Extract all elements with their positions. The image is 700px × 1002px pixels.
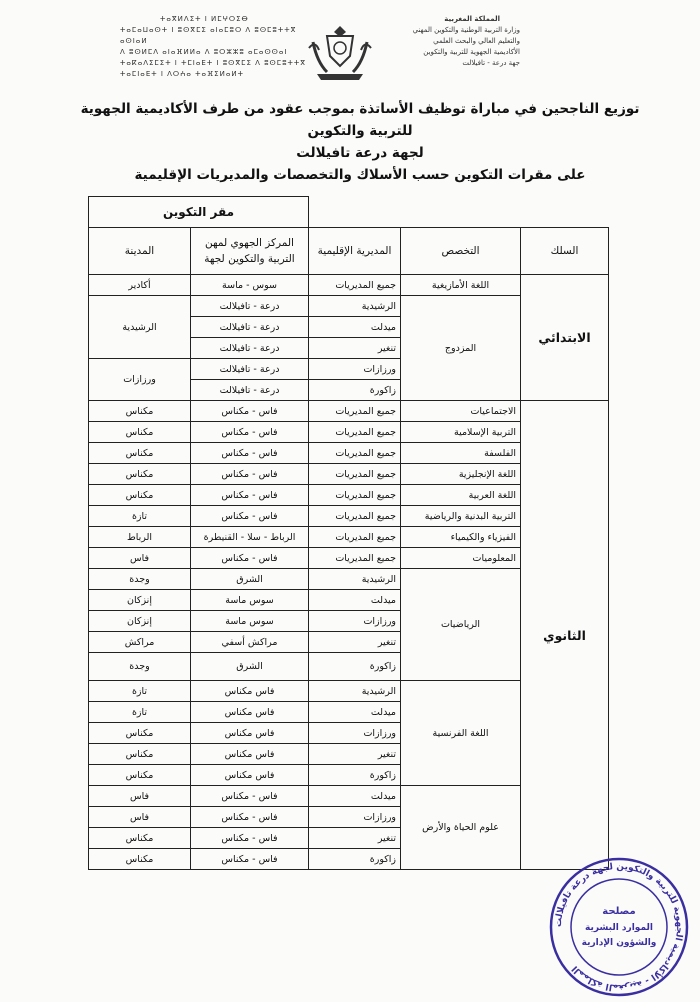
letterhead-arabic-line: جهة درعة - تافيلالت — [462, 59, 520, 67]
document-title — [80, 98, 640, 186]
stamp-outer-text: المملكة المغربية - الأكاديمية الجهوية للتربية والتكوين لجهة درعة تافيلالت — [553, 861, 685, 993]
letterhead-tifinagh-line: ⴷ ⵓⵙⵍⵎⴷ ⴰⵏⴰⴼⵍⵍⴰ ⴷ ⵓⵔⵣⵣⵓ ⴰⵎⴰⵙⵙⴰⵏ — [120, 48, 288, 56]
letterhead-arabic-line: والتعليم العالي والبحث العلمي — [433, 37, 520, 45]
stamp-line-1: مصلحة — [602, 906, 636, 917]
region-cell: فاس مكناس — [191, 765, 309, 786]
region-cell: فاس مكناس — [191, 723, 309, 744]
region-cell: سوس ماسة — [191, 611, 309, 632]
city-cell: تازة — [89, 506, 191, 527]
city-cell: الرباط — [89, 527, 191, 548]
city-cell: مكناس — [89, 401, 191, 422]
directorate-cell: ميدلت — [309, 590, 401, 611]
city-cell: فاس — [89, 807, 191, 828]
region-cell: فاس - مكناس — [191, 464, 309, 485]
region-cell: درعة - تافيلالت — [191, 359, 309, 380]
city-cell: مكناس — [89, 765, 191, 786]
city-cell: فاس — [89, 548, 191, 569]
city-cell: مكناس — [89, 723, 191, 744]
corps-header: السلك — [521, 228, 609, 275]
region-cell: مراكش أسفي — [191, 632, 309, 653]
region-cell: درعة - تافيلالت — [191, 338, 309, 359]
letterhead — [0, 0, 700, 92]
region-cell: فاس - مكناس — [191, 506, 309, 527]
region-cell: فاس - مكناس — [191, 443, 309, 464]
letterhead-arabic-line: الأكاديمية الجهوية للتربية والتكوين — [423, 48, 520, 56]
title-line-2: لجهة درعة تافيلالت — [296, 145, 424, 161]
directorate-cell: زاكورة — [309, 765, 401, 786]
directorate-cell: الرشيدية — [309, 569, 401, 590]
directorate-cell: زاكورة — [309, 380, 401, 401]
directorate-cell: تنغير — [309, 828, 401, 849]
specialty-cell: اللغة الفرنسية — [401, 681, 521, 786]
city-cell: مكناس — [89, 422, 191, 443]
specialty-cell: اللغة الأمازيغية — [401, 275, 521, 296]
city-cell: وجدة — [89, 653, 191, 681]
specialty-cell: الرياضيات — [401, 569, 521, 681]
directorate-cell: جميع المديريات — [309, 401, 401, 422]
region-cell: سوس ماسة — [191, 590, 309, 611]
directorate-cell: ميدلت — [309, 702, 401, 723]
title-line-3: على مقرات التكوين حسب الأسلاك والتخصصات والمديريات الإقليمية — [134, 167, 586, 183]
specialty-cell: التربية الإسلامية — [401, 422, 521, 443]
city-cell: مكناس — [89, 443, 191, 464]
directorate-cell: جميع المديريات — [309, 443, 401, 464]
letterhead-tifinagh-line: ⵜⴰⵎⵏⴰⴹⵜ ⵏ ⴷⵔⵄⴰ ⵜⴰⴼⵉⵍⴰⵍⵜ — [120, 70, 244, 78]
directorate-cell: تنغير — [309, 338, 401, 359]
region-cell: فاس - مكناس — [191, 401, 309, 422]
region-cell: فاس - مكناس — [191, 422, 309, 443]
city-cell: فاس — [89, 786, 191, 807]
letterhead-tifinagh-line: ⵜⴰⴳⵍⴷⵉⵜ ⵏ ⵍⵎⵖⵔⵉⴱ — [160, 15, 249, 23]
table-row — [89, 275, 609, 296]
letterhead-arabic — [350, 14, 520, 69]
specialty-cell: اللغة العربية — [401, 485, 521, 506]
letterhead-arabic-line: وزارة التربية الوطنية والتكوين المهني — [412, 26, 520, 34]
specialty-cell: علوم الحياة والأرض — [401, 786, 521, 870]
region-cell: فاس مكناس — [191, 681, 309, 702]
directorate-cell: زاكورة — [309, 653, 401, 681]
official-stamp-icon — [548, 856, 690, 998]
directorate-cell: جميع المديريات — [309, 275, 401, 296]
city-cell: مكناس — [89, 485, 191, 506]
letterhead-tifinagh-line: ⵜⴰⴽⴰⴷⵉⵎⵉⵜ ⵏ ⵜⵎⵏⴰⴹⵜ ⵏ ⵓⵙⴳⵎⵉ ⴷ ⵓⵙⵎⵓⵜⵜⴳ — [120, 59, 307, 67]
directorate-header: المديرية الإقليمية — [309, 228, 401, 275]
city-header: المدينة — [89, 228, 191, 275]
directorate-cell: جميع المديريات — [309, 422, 401, 443]
specialty-cell: اللغة الإنجليزية — [401, 464, 521, 485]
region-cell: فاس - مكناس — [191, 786, 309, 807]
region-cell: فاس مكناس — [191, 702, 309, 723]
directorate-cell: تنغير — [309, 744, 401, 765]
city-cell: أكادير — [89, 275, 191, 296]
specialty-cell: المعلوميات — [401, 548, 521, 569]
city-cell: مكناس — [89, 744, 191, 765]
region-cell: فاس - مكناس — [191, 807, 309, 828]
region-cell: فاس - مكناس — [191, 548, 309, 569]
city-cell: إنزكان — [89, 611, 191, 632]
corps-primary: الابتدائي — [521, 275, 609, 401]
directorate-cell: جميع المديريات — [309, 485, 401, 506]
city-cell: وجدة — [89, 569, 191, 590]
directorate-cell: ورزازات — [309, 723, 401, 744]
region-cell: درعة - تافيلالت — [191, 296, 309, 317]
city-cell: مراكش — [89, 632, 191, 653]
city-cell: مكناس — [89, 828, 191, 849]
city-cell: مكناس — [89, 464, 191, 485]
specialty-cell: التربية البدنية والرياضية — [401, 506, 521, 527]
specialty-cell: المزدوج — [401, 296, 521, 401]
directorate-cell: جميع المديريات — [309, 527, 401, 548]
letterhead-tifinagh — [120, 14, 320, 80]
letterhead-tifinagh-line: ⵜⴰⵎⴰⵡⴰⵙⵜ ⵏ ⵓⵙⴳⵎⵉ ⴰⵏⴰⵎⵓⵔ ⴷ ⵓⵙⵎⵓⵜⵜⴳ ⴰⵙⵏⴰⵍ — [120, 26, 297, 45]
region-cell: الرباط - سلا - القنيطرة — [191, 527, 309, 548]
specialty-cell: الفيزياء والكيمياء — [401, 527, 521, 548]
city-cell: تازة — [89, 681, 191, 702]
training-site-header: مقر التكوين — [89, 197, 309, 228]
region-cell: فاس - مكناس — [191, 828, 309, 849]
region-cell: الشرق — [191, 569, 309, 590]
table-row — [89, 401, 609, 422]
region-cell: سوس - ماسة — [191, 275, 309, 296]
distribution-table — [88, 196, 609, 870]
directorate-cell: جميع المديريات — [309, 506, 401, 527]
specialty-header: التخصص — [401, 228, 521, 275]
title-line-1: توزيع الناجحين في مباراة توظيف الأساتذة بموجب عقود من طرف الأكاديمية الجهوية للتربية والتكوين — [80, 101, 640, 139]
stamp-line-3: والشؤون الإدارية — [581, 938, 657, 948]
directorate-cell: زاكورة — [309, 849, 401, 870]
directorate-cell: ورزازات — [309, 807, 401, 828]
regional-center-header: المركز الجهوي لمهن التربية والتكوين لجهة — [191, 228, 309, 275]
city-cell: ورزازات — [89, 359, 191, 401]
directorate-cell: ورزازات — [309, 359, 401, 380]
directorate-cell: تنغير — [309, 632, 401, 653]
table-header-row-2 — [89, 228, 609, 275]
directorate-cell: الرشيدية — [309, 681, 401, 702]
city-cell: مكناس — [89, 849, 191, 870]
directorate-cell: جميع المديريات — [309, 464, 401, 485]
letterhead-arabic-line: المملكة المغربية — [444, 15, 500, 23]
directorate-cell: الرشيدية — [309, 296, 401, 317]
directorate-cell: ميدلت — [309, 786, 401, 807]
region-cell: درعة - تافيلالت — [191, 317, 309, 338]
corps-secondary: الثانوي — [521, 401, 609, 870]
directorate-cell: ميدلت — [309, 317, 401, 338]
directorate-cell: جميع المديريات — [309, 548, 401, 569]
stamp-line-2: الموارد البشرية — [585, 923, 653, 933]
region-cell: فاس مكناس — [191, 744, 309, 765]
region-cell: فاس - مكناس — [191, 849, 309, 870]
table-header-row-1 — [89, 197, 609, 228]
city-cell: الرشيدية — [89, 296, 191, 359]
specialty-cell: الاجتماعيات — [401, 401, 521, 422]
city-cell: إنزكان — [89, 590, 191, 611]
directorate-cell: ورزازات — [309, 611, 401, 632]
city-cell: تازة — [89, 702, 191, 723]
region-cell: الشرق — [191, 653, 309, 681]
region-cell: فاس - مكناس — [191, 485, 309, 506]
region-cell: درعة - تافيلالت — [191, 380, 309, 401]
specialty-cell: الفلسفة — [401, 443, 521, 464]
